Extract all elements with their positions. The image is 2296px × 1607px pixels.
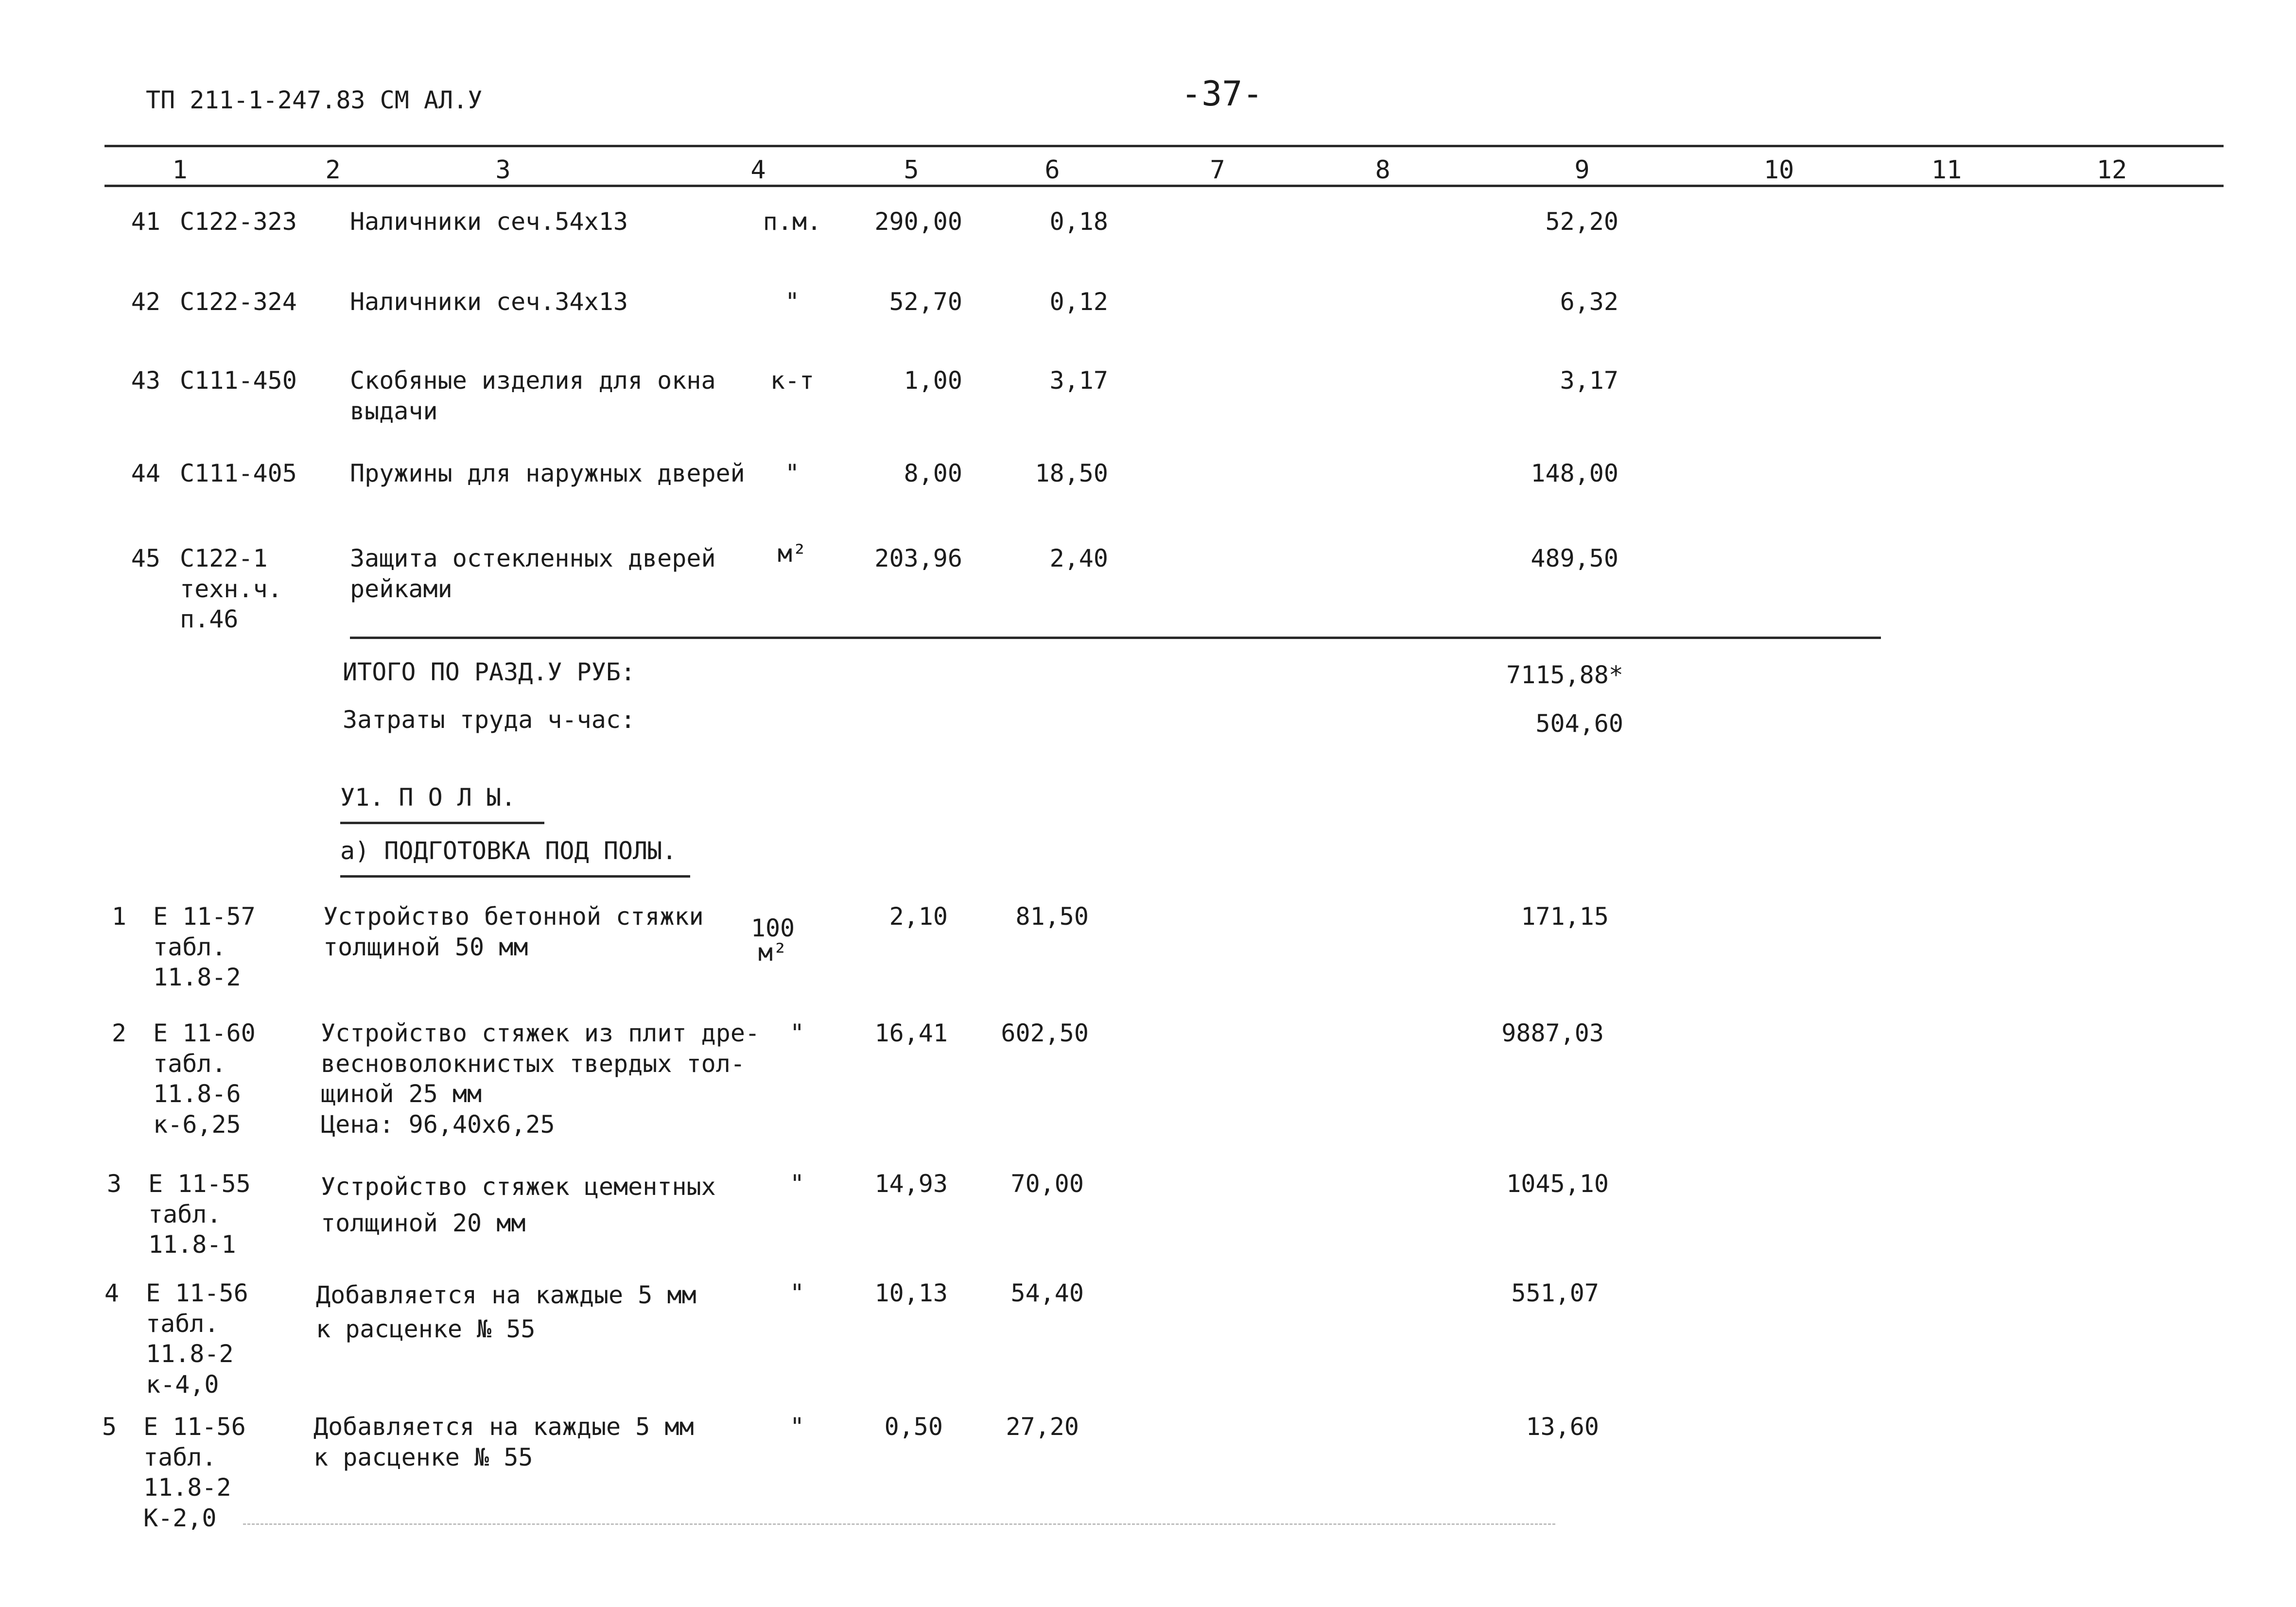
column-number-12: 12 <box>2096 156 2127 185</box>
work-description: Добавляется на каждые 5 мм к расценке № 55 <box>316 1281 696 1343</box>
total-cost: 52,20 <box>1545 207 1618 236</box>
unit: " <box>789 1279 805 1307</box>
section-total-value: 7115,88* <box>1506 661 1623 689</box>
unit-price: 0,18 <box>1049 207 1108 236</box>
row-number: 45 <box>131 544 160 572</box>
row-number: 2 <box>111 1019 126 1047</box>
labor-cost-value: 504,60 <box>1535 709 1623 738</box>
column-number-9: 9 <box>1574 156 1590 185</box>
quantity: 203,96 <box>874 544 962 572</box>
work-description: Добавляется на каждые 5 мм к расценке № 55 <box>313 1413 694 1471</box>
rate-code: С111-450 <box>180 366 297 395</box>
unit-price: 18,50 <box>1035 459 1108 487</box>
column-number-7: 7 <box>1210 156 1225 185</box>
unit-price: 54,40 <box>1010 1279 1084 1307</box>
rate-code: Е 11-56 табл. 11.8-2 К-2,0 <box>143 1413 246 1532</box>
unit-price: 0,12 <box>1049 288 1108 316</box>
quantity: 8,00 <box>904 459 962 487</box>
total-cost: 13,60 <box>1526 1413 1599 1441</box>
column-number-3: 3 <box>495 156 511 185</box>
total-cost: 171,15 <box>1521 902 1609 931</box>
unit: " <box>784 288 800 316</box>
unit: м² <box>777 539 807 568</box>
total-cost: 6,32 <box>1560 288 1618 316</box>
row-number: 41 <box>131 207 160 236</box>
quantity: 0,50 <box>884 1413 943 1441</box>
work-description: Защита остекленных дверей рейками <box>350 544 716 603</box>
work-description: Устройство стяжек цементных толщиной 20 мм <box>321 1173 716 1237</box>
quantity: 16,41 <box>874 1019 948 1047</box>
work-description: Скобяные изделия для окна выдачи <box>350 366 716 425</box>
column-number-5: 5 <box>904 156 919 185</box>
unit: " <box>789 1413 805 1441</box>
header-bottom-rule <box>104 185 2224 187</box>
column-number-4: 4 <box>750 156 766 185</box>
row-number: 4 <box>104 1279 119 1307</box>
quantity: 1,00 <box>904 366 962 395</box>
row-number: 43 <box>131 366 160 395</box>
total-cost: 1045,10 <box>1506 1170 1609 1198</box>
unit-price: 27,20 <box>1006 1413 1079 1441</box>
unit: к-т <box>770 366 815 395</box>
column-number-10: 10 <box>1763 156 1794 185</box>
total-cost: 489,50 <box>1531 544 1618 572</box>
row-number: 44 <box>131 459 160 487</box>
page-number: -37- <box>1181 74 1263 114</box>
section-total-rule <box>350 637 1881 639</box>
quantity: 2,10 <box>889 902 948 931</box>
unit: " <box>789 1019 805 1047</box>
work-description: Устройство бетонной стяжки толщиной 50 мм <box>323 902 704 961</box>
unit-price: 3,17 <box>1049 366 1108 395</box>
total-cost: 3,17 <box>1560 366 1618 395</box>
quantity: 10,13 <box>874 1279 948 1307</box>
unit-price: 70,00 <box>1010 1170 1084 1198</box>
column-number-2: 2 <box>325 156 341 185</box>
unit: 100 м² <box>750 914 795 967</box>
work-description: Наличники сеч.34х13 <box>350 288 628 316</box>
unit: п.м. <box>763 207 822 236</box>
row-number: 42 <box>131 288 160 316</box>
quantity: 290,00 <box>874 207 962 236</box>
column-number-6: 6 <box>1044 156 1060 185</box>
section-total-label: ИТОГО ПО РАЗД.У РУБ: <box>343 658 636 686</box>
unit: " <box>784 459 800 487</box>
rate-code: С111-405 <box>180 459 297 487</box>
column-number-1: 1 <box>172 156 188 185</box>
unit: " <box>789 1170 805 1198</box>
row-number: 1 <box>111 902 126 931</box>
row-number: 3 <box>106 1170 122 1198</box>
rate-code: Е 11-57 табл. 11.8-2 <box>153 902 256 991</box>
document-code: ТП 211-1-247.83 СМ АЛ.У <box>146 86 483 114</box>
total-cost: 148,00 <box>1531 459 1618 487</box>
work-description: Наличники сеч.54х13 <box>350 207 628 236</box>
labor-cost-label: Затраты труда ч-час: <box>343 706 636 734</box>
subsection-title: а) ПОДГОТОВКА ПОД ПОЛЫ. <box>340 836 690 878</box>
rate-code: Е 11-55 табл. 11.8-1 <box>148 1170 251 1259</box>
work-description: Устройство стяжек из плит дре- весноволокнистых твердых тол- щиной 25 мм Цена: 96,40х6,25 <box>321 1019 760 1139</box>
quantity: 14,93 <box>874 1170 948 1198</box>
total-cost: 551,07 <box>1511 1279 1599 1307</box>
quantity: 52,70 <box>889 288 962 316</box>
rate-code: С122-324 <box>180 288 297 316</box>
rate-code: С122-1 техн.ч. п.46 <box>180 544 282 633</box>
column-number-11: 11 <box>1931 156 1962 185</box>
section-title: У1. П О Л Ы. <box>340 782 544 824</box>
unit-price: 2,40 <box>1049 544 1108 572</box>
rate-code: Е 11-60 табл. 11.8-6 к-6,25 <box>153 1019 256 1139</box>
header-top-rule <box>104 145 2224 147</box>
row-number: 5 <box>102 1413 117 1441</box>
scan-artifact-line <box>243 1523 1555 1525</box>
total-cost: 9887,03 <box>1501 1019 1604 1047</box>
rate-code: Е 11-56 табл. 11.8-2 к-4,0 <box>146 1279 248 1399</box>
unit-price: 81,50 <box>1015 902 1089 931</box>
work-description: Пружины для наружных дверей <box>350 459 745 487</box>
unit-price: 602,50 <box>1001 1019 1089 1047</box>
rate-code: С122-323 <box>180 207 297 236</box>
column-number-8: 8 <box>1375 156 1391 185</box>
